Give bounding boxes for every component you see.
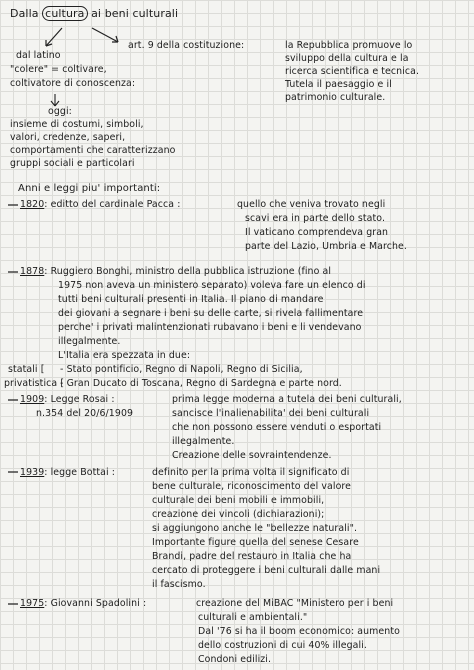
left-line-6: valori, credenze, saperi, <box>10 132 126 143</box>
entry-1878-line-5: illegalmente. <box>58 336 121 347</box>
entry-1909-line-4: illegalmente. <box>172 436 235 447</box>
privatistica-label: privatistica [ <box>4 378 65 389</box>
entry-1820-year: 1820 <box>20 199 45 210</box>
art-line-1: la Repubblica promuove lo <box>285 40 413 51</box>
entry-1939-line-5: si aggiungono anche le "bellezze naturali". <box>152 523 358 534</box>
entry-1820-line-2: scavi era in parte dello stato. <box>245 213 386 224</box>
entry-1878-line-6: L'Italia era spezzata in due: <box>58 350 191 361</box>
entry-1820-line-3: Il vaticano comprendeva gran <box>245 227 389 238</box>
entry-1939-heading <box>20 467 115 478</box>
entry-1975-line-4: dello costruzioni di cui 40% illegali. <box>198 640 367 651</box>
entry-1975-heading <box>20 598 146 609</box>
left-line-4: oggi: <box>48 106 72 117</box>
entry-1820-line-4: parte del Lazio, Umbria e Marche. <box>245 241 407 252</box>
art-line-5: patrimonio culturale. <box>285 92 386 103</box>
entry-1909-year: 1909 <box>20 394 45 405</box>
entry-1939-line-6: Importante figure quella del senese Cesare <box>152 537 359 548</box>
entry-1909-heading <box>20 394 115 405</box>
entry-1939-line-4: creazione dei vincoli (dichiarazioni); <box>152 509 325 520</box>
left-line-2: "colere" = coltivare, <box>10 64 107 75</box>
entry-1878-line-3: dei giovani a segnare i beni su delle carte, si rivela fallimentare <box>58 308 364 319</box>
art-line-4: Tutela il paesaggio e il <box>285 79 392 90</box>
statali-label: statali [ <box>8 364 45 375</box>
entry-1820-heading <box>20 199 180 210</box>
entry-1939-line-2: bene culturale, riconoscimento del valore <box>152 481 352 492</box>
entry-1820-label: : editto del cardinale Pacca : <box>44 199 181 210</box>
entry-1975-line-2: culturali e ambientali." <box>198 612 308 623</box>
entry-1939-line-3: culturale dei beni mobili e immobili, <box>152 495 325 506</box>
section-title: Anni e leggi piu' importanti: <box>18 183 161 194</box>
entry-1909-label: : Legge Rosai : <box>44 394 115 405</box>
entry-1939-line-9: il fascismo. <box>152 579 206 590</box>
title-pre: Dalla <box>10 7 43 20</box>
entry-1975-line-3: Dal '76 si ha il boom economico: aumento <box>198 626 400 637</box>
entry-1878-year: 1878 <box>20 266 45 277</box>
title-word: cultura <box>42 6 87 21</box>
entry-1975-line-1: creazione del MiBAC "Ministero per i beni <box>196 598 394 609</box>
entry-1939-line-1: definito per la prima volta il significato di <box>152 467 350 478</box>
entry-1975-line-5: Condoni edilizi. <box>198 654 272 665</box>
entry-1909-line-5: Creazione delle sovraintendenze. <box>172 450 332 461</box>
entry-1878-heading <box>20 266 331 277</box>
entry-1909-ref: n.354 del 20/6/1909 <box>36 408 134 419</box>
entry-1878-label: : Ruggiero Bonghi, ministro della pubblica istruzione (fino al <box>44 266 332 277</box>
page-title <box>10 8 178 19</box>
entry-1878-line-4: perche' i privati malintenzionati rubavano i beni e li vendevano <box>58 322 362 333</box>
art-label: art. 9 della costituzione: <box>128 40 245 51</box>
entry-1909-line-3: che non possono essere venduti o esportati <box>172 422 382 433</box>
entry-1975-label: : Giovanni Spadolini : <box>44 598 147 609</box>
left-line-3: coltivatore di conoscenza: <box>10 78 136 89</box>
entry-1939-year: 1939 <box>20 467 45 478</box>
entry-1909-line-1: prima legge moderna a tutela dei beni culturali, <box>172 394 402 405</box>
entry-1939-line-7: Brandi, padre del restauro in Italia che ha <box>152 551 352 562</box>
entry-1820-line-1: quello che veniva trovato negli <box>237 199 386 210</box>
left-line-5: insieme di costumi, simboli, <box>10 119 144 130</box>
entry-1878-line-1: 1975 non aveva un ministero separato) voleva fare un elenco di <box>58 280 366 291</box>
left-line-8: gruppi sociali e particolari <box>10 158 135 169</box>
entry-1975-year: 1975 <box>20 598 45 609</box>
privatistica-text: - Gran Ducato di Toscana, Regno di Sardegna e parte nord. <box>60 378 342 389</box>
entry-1939-line-8: cercato di proteggere i beni culturali dalle mani <box>152 565 381 576</box>
title-post: ai beni culturali <box>87 7 179 20</box>
entry-1878-line-2: tutti beni culturali presenti in Italia. Il piano di mandare <box>58 294 324 305</box>
entry-1939-label: : legge Bottai : <box>44 467 116 478</box>
statali-text: - Stato pontificio, Regno di Napoli, Regno di Sicilia, <box>60 364 303 375</box>
left-line-1: dal latino <box>16 50 61 61</box>
art-line-2: sviluppo della cultura e la <box>285 53 409 64</box>
art-line-3: ricerca scientifica e tecnica. <box>285 66 420 77</box>
left-line-7: comportamenti che caratterizzano <box>10 145 176 156</box>
entry-1909-line-2: sancisce l'inalienabilita' dei beni culturali <box>172 408 370 419</box>
